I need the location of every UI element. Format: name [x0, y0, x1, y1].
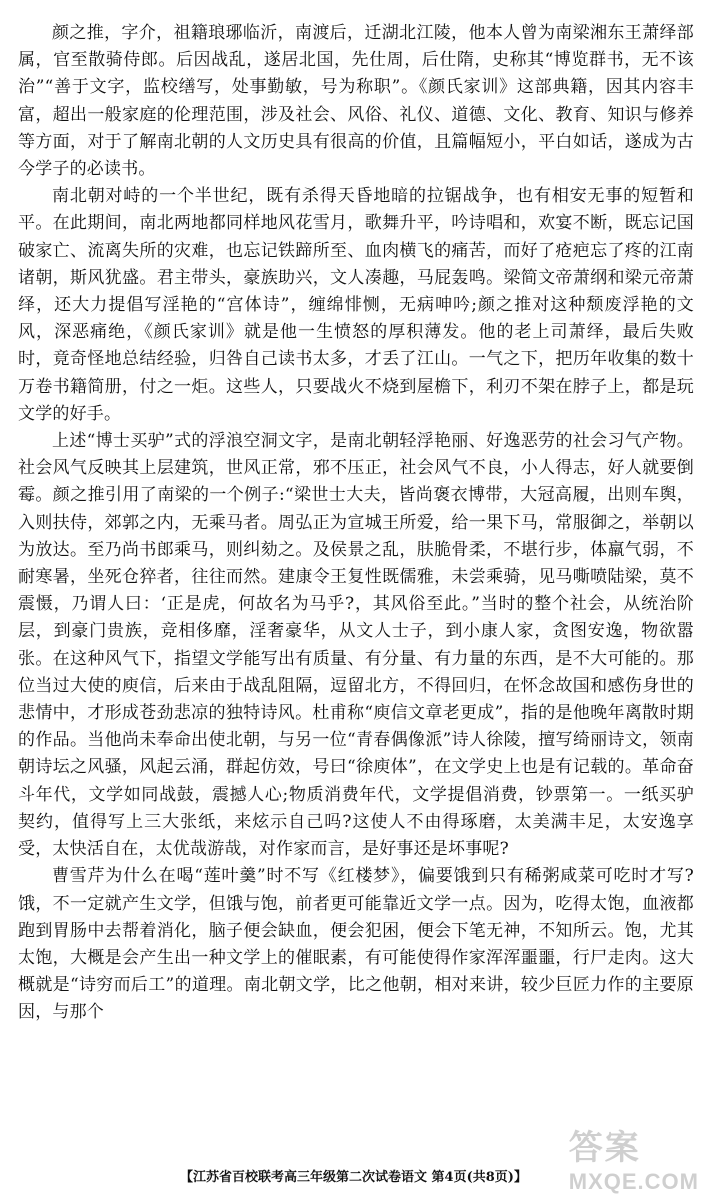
- site-watermark: [569, 1120, 699, 1195]
- paragraph-north-south-dynasties: 南北朝对峙的一个半世纪，既有杀得天昏地暗的拉锯战争，也有相安无事的短暂和平。在此期间，南北两地都同样地风花雪月，歌舞升平，吟诗唱和，欢宴不断，既忘记国破家亡、流离失所的灾难，也忘记铁蹄所至、血肉横飞的痛苦，而好了疮疤忘了疼的江南诸朝，斯风犹盛。君主带头，豪族助兴，文人凑趣，马屁轰鸣。梁简文帝萧纲和梁元帝萧绎，还大力提倡写淫艳的“宫体诗”，缠绵悱恻，无病呻吟;颜之推对这种颓废浮艳的文风，深恶痛绝，《颜氏家训》就是他一生愤怒的厚积薄发。他的老上司萧绎，最后失败时，竟奇怪地总结经验，归咎自己读书太多，才丢了江山。一气之下，把历年收集的数十万卷书籍简册，付之一炬。这些人，只要战火不烧到屋檐下，利刃不架在脖子上，都是玩文学的好手。: [18, 186, 694, 424]
- page-footer: 【江苏省百校联考高三年级第二次试卷语文 第4页(共8页)】: [180, 1170, 527, 1185]
- watermark-site: MXQE.COM: [568, 1169, 699, 1194]
- watermark-logo: 答案: [568, 1129, 641, 1167]
- paragraph-social-customs: 上述“博士买驴”式的浮浪空洞文字，是南北朝轻浮艳丽、好逸恶劳的社会习气产物。社会风气反映其上层建筑，世风正常，邪不压正，社会风气不良，小人得志，好人就要倒霉。颜之推引用了南梁的一个例子:“梁世士大夫，皆尚褒衣博带，大冠高履，出则车舆，入则扶侍，郊郭之内，无乘马者。周弘正为宣城王所爱，给一果下马，常服御之，举朝以为放达。至乃尚书郎乘马，则纠劾之。及侯景之乱，肤脆骨柔，不堪行步，体羸气弱，不耐寒暑，坐死仓猝者，往往而然。建康令王复性既儒雅，未尝乘骑，见马嘶喷陆梁，莫不震慑，乃谓人曰：‘正是虎，何故名为马乎?，其风俗至此。”当时的整个社会，从统治阶层，到豪门贵族，竞相侈靡，淫奢豪华，从文人士子，到小康人家，贪图安逸，物欲嚣张。在这种风气下，指望文学能写出有质量、有分量、有力量的东西，是不大可能的。那位当过大使的庾信，后来由于战乱阻隔，逗留北方，不得回归，在怀念故国和感伤身世的悲情中，才形成苍劲悲凉的独特诗风。杜甫称“庾信文章老更成”，指的是他晚年离散时期的作品。当他尚未奉命出使北朝，与另一位“青春偶像派”诗人徐陵，擅写绮丽诗文，领南朝诗坛之风骚，风起云涌，群起仿效，号曰“徐庾体”，在文学史上也是有记载的。革命奋斗年代，文学如同战鼓，震撼人心;物质消费年代，文学提倡消费，钞票第一。一纸买驴契约，值得写上三大张纸，来炫示自己吗?这使人不由得琢磨，太美满丰足，太安逸享受，太快活自在，太优哉游哉，对作家而言，是好事还是坏事呢?: [18, 431, 694, 860]
- paragraph-cao-xueqin: 曹雪芹为什么在喝“莲叶羹”时不写《红楼梦》，偏要饿到只有稀粥咸菜可吃时才写?饿，不一定就产生文学，但饿与饱，前者更可能靠近文学一点。因为，吃得太饱，血液都跑到胃肠中去帮着消化，脑子便会缺血，便会犯困，便会下笔无神，不知所云。饱，尤其太饱，大概是会产生出一种文学上的催眠素，有可能使得作家浑浑噩噩，行尸走肉。这大概就是“诗穷而后工”的道理。南北朝文学，比之他朝，相对来讲，较少巨匠力作的主要原因，与那个: [18, 866, 694, 1023]
- paragraph-yan-zhitui-bio: 颜之推，字介，祖籍琅琊临沂，南渡后，迁湖北江陵，他本人曾为南梁湘东王萧绎部属，官至散骑侍郎。后因战乱，遂居北国，先仕周，后仕隋，史称其“博览群书，无不该治”“善于文字，监校缮写，处事勤敏，号为称职”。《颜氏家训》这部典籍，因其内容丰富，超出一般家庭的伦理范围，涉及社会、风俗、礼仪、道德、文化、教育、知识与修养等方面，对于了解南北朝的人文历史具有很高的价值，且篇幅短小，平白如话，遂成为古今学子的必读书。: [18, 23, 694, 180]
- article-body: [18, 20, 694, 1027]
